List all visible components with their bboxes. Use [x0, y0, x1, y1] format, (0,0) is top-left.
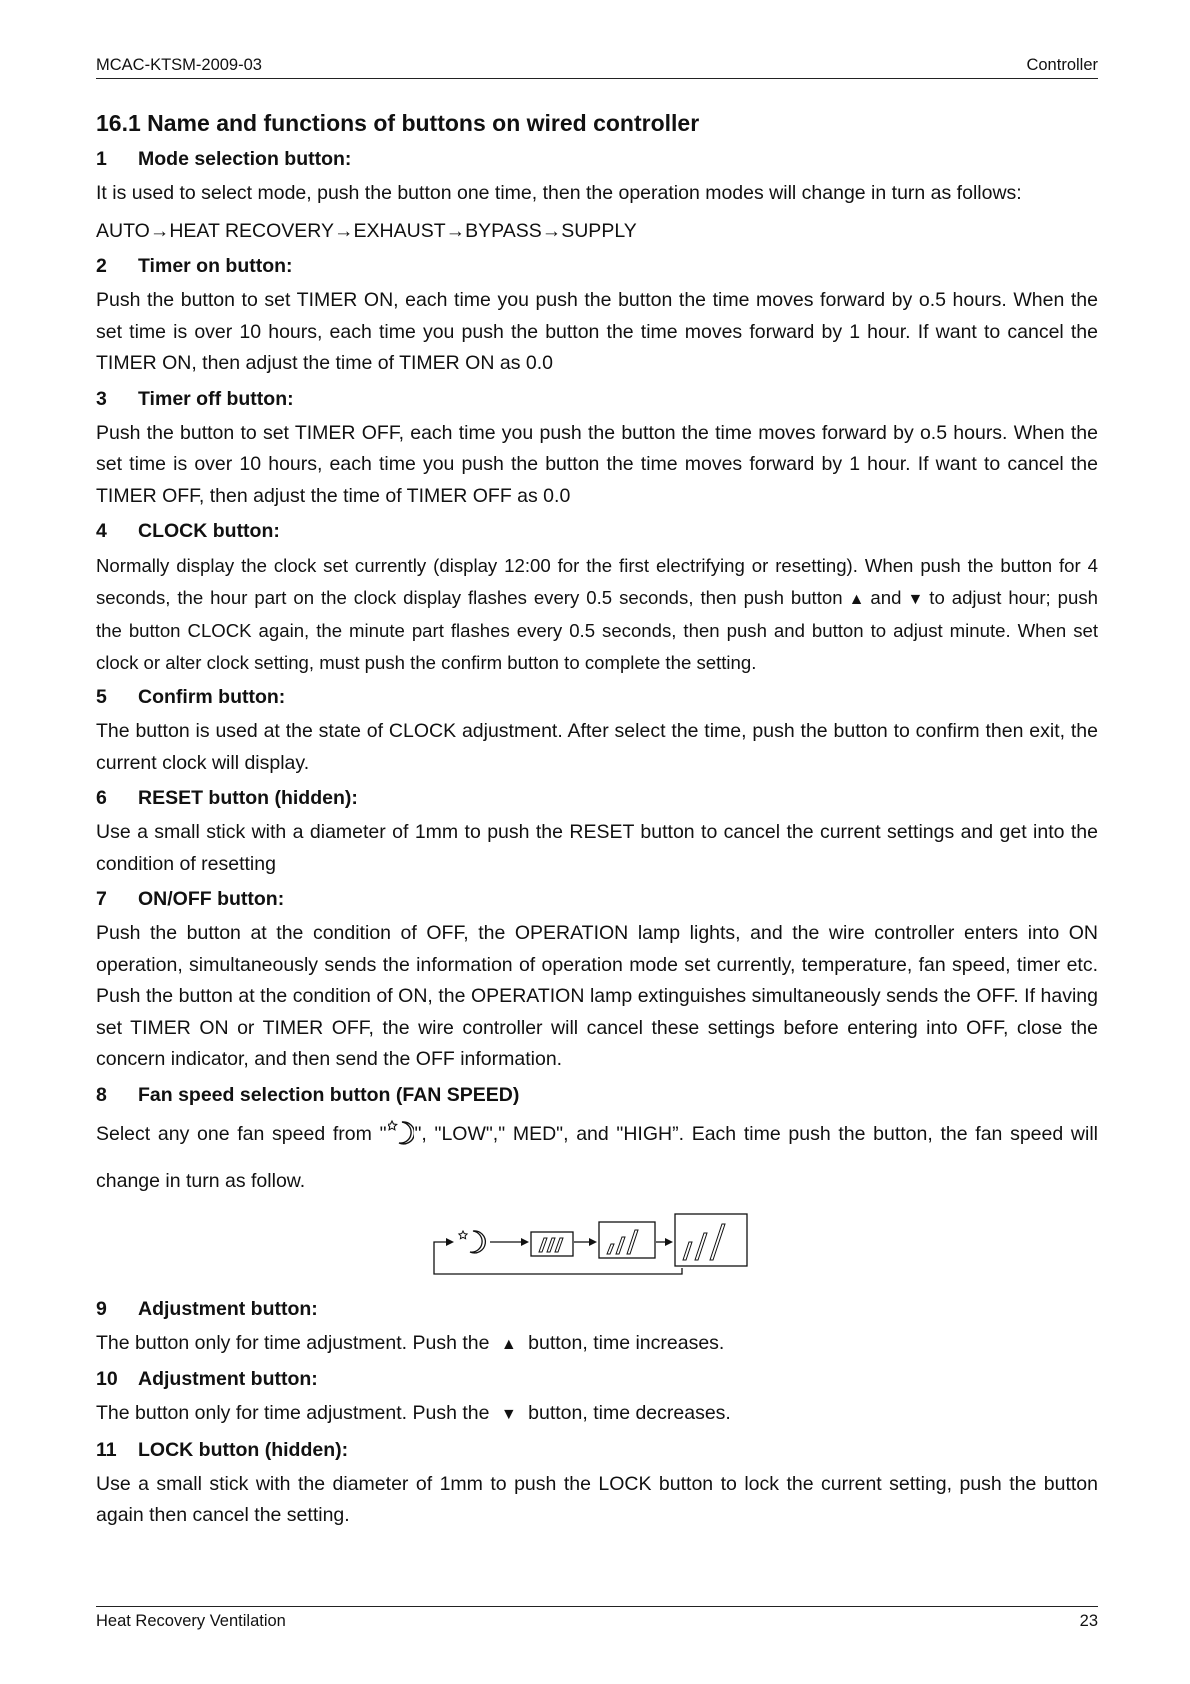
section-title: LOCK button (hidden):	[138, 1438, 349, 1461]
section-text: Use a small stick with a diameter of 1mm to push the RESET button to cancel the current settings and get into the condition of resetting	[96, 821, 1098, 875]
section-number: 6	[96, 787, 107, 809]
section-title: Adjustment button:	[138, 1297, 318, 1320]
text-part: button, time increases.	[528, 1331, 725, 1354]
text-part: ", "LOW"," MED", and "HIGH”. Each time push the button, the fan speed will change in turn as follow.	[96, 1122, 1098, 1192]
section-title: Adjustment button:	[138, 1368, 318, 1390]
section-text: Use a small stick with the diameter of 1mm to push the LOCK button to lock the current setting, push the button again then cancel the setting.	[96, 1472, 1098, 1526]
page-content	[96, 109, 1098, 1538]
text-part: Normally display the clock set currently (display 12:00 for the first electrifying or resetting). When push the button for 4 seconds, the hour part on the clock display flashes every 0.5 seconds, then push button	[96, 555, 1098, 608]
section-number: 5	[96, 686, 107, 708]
section-heading	[96, 886, 1098, 912]
section-number: 7	[96, 888, 107, 910]
text-part: The button only for time adjustment. Push the	[96, 1402, 490, 1424]
section-number: 9	[96, 1297, 107, 1320]
section-heading	[96, 146, 1098, 172]
section-title: RESET button (hidden):	[138, 787, 358, 809]
section-heading	[96, 1082, 1098, 1108]
sleep-icon	[459, 1230, 485, 1252]
section-number: 1	[96, 148, 107, 170]
section-heading	[96, 785, 1098, 811]
text-part: Select any one fan speed from "	[96, 1122, 387, 1145]
text-part: to adjust hour; push the button CLOCK again, the minute part flashes every 0.5 seconds, then push and button to adjust minute. When set clock or alter clock setting, must push the confirm button to complete the setting.	[96, 586, 1098, 673]
section-title: Fan speed selection button (FAN SPEED)	[138, 1083, 520, 1106]
section-number: 8	[96, 1083, 107, 1106]
page-title: 16.1 Name and functions of buttons on wired controller	[96, 110, 700, 136]
section-heading	[96, 253, 1098, 279]
section-title: Confirm button:	[138, 686, 286, 708]
section-number: 2	[96, 255, 107, 277]
section-text: Push the button to set TIMER OFF, each time you push the button the time moves forward by o.5 hours. When the set time is over 10 hours, each time you push the button the time moves forward by 1 hour. If want to cancel the TIMER OFF, then adjust the time of TIMER OFF as 0.0	[96, 421, 1098, 507]
arrow-icon	[521, 1238, 529, 1246]
down-triangle-icon: ▼	[500, 1406, 517, 1423]
footer-doc-title: Heat Recovery Ventilation	[96, 1612, 286, 1630]
section-heading	[96, 1366, 1098, 1392]
sleep-icon	[388, 1118, 414, 1161]
section-heading	[96, 518, 1098, 544]
section-number: 3	[96, 387, 107, 410]
text-part: The button only for time adjustment. Push the	[96, 1331, 490, 1354]
section-number: 11	[96, 1438, 117, 1461]
section-text	[96, 1398, 1098, 1431]
text-part: button, time decreases.	[528, 1402, 731, 1424]
section-text: Push the button to set TIMER ON, each time you push the button the time moves forward by o.5 hours. When the set time is over 10 hours, each time you push the button the time moves forward by 1 hour. If want to cancel the TIMER ON, then adjust the time of TIMER ON as 0.0	[96, 289, 1098, 374]
high-fan-icon	[675, 1214, 747, 1266]
section-text	[96, 1328, 1098, 1361]
section-heading	[96, 684, 1098, 710]
arrow-icon	[446, 1238, 454, 1246]
mode-sequence: AUTO→HEAT RECOVERY→EXHAUST→BYPASS→SUPPLY	[96, 219, 637, 242]
text-part: and	[870, 586, 902, 608]
section-text	[96, 550, 1098, 678]
section-text: Push the button at the condition of OFF, the OPERATION lamp lights, and the wire controller enters into ON operation, simultaneously sends the information of operation mode set currently, temperature, fan speed, timer etc. Push the button at the condition of ON, the OPERATION lamp extinguishes simultaneously sends the OFF. If having set TIMER ON or TIMER OFF, the wire controller will cancel these settings before entering into OFF, close the concern indicator, and then send the OFF information.	[96, 922, 1098, 1070]
section-text: The button is used at the state of CLOCK adjustment. After select the time, push the button to confirm then exit, the current clock will display.	[96, 720, 1098, 774]
section-title: Mode selection button:	[138, 148, 352, 170]
section-heading	[96, 1296, 1098, 1322]
page-footer	[96, 1606, 1098, 1631]
page-header	[96, 56, 1098, 79]
section-title: ON/OFF button:	[138, 888, 285, 910]
down-triangle-icon: ▼	[907, 590, 924, 608]
section-text	[96, 1114, 1098, 1202]
section-number: 10	[96, 1368, 118, 1390]
section-heading	[96, 386, 1098, 412]
page-number: 23	[1079, 1612, 1098, 1630]
arrow-icon	[589, 1238, 597, 1246]
fan-speed-diagram	[96, 1208, 1098, 1286]
section-heading	[96, 1437, 1098, 1463]
up-triangle-icon: ▲	[848, 590, 865, 608]
section-title: Timer on button:	[138, 255, 293, 277]
section-title: Timer off button:	[138, 387, 294, 410]
header-doc-code: MCAC-KTSM-2009-03	[96, 56, 262, 74]
header-section: Controller	[1026, 56, 1098, 74]
section-number: 4	[96, 520, 107, 542]
section-text: It is used to select mode, push the button one time, then the operation modes will change in turn as follows:	[96, 182, 1022, 204]
up-triangle-icon: ▲	[500, 1335, 517, 1353]
arrow-icon	[665, 1238, 673, 1246]
low-fan-icon	[531, 1232, 573, 1256]
section-title: CLOCK button:	[138, 520, 280, 542]
med-fan-icon	[599, 1222, 655, 1258]
